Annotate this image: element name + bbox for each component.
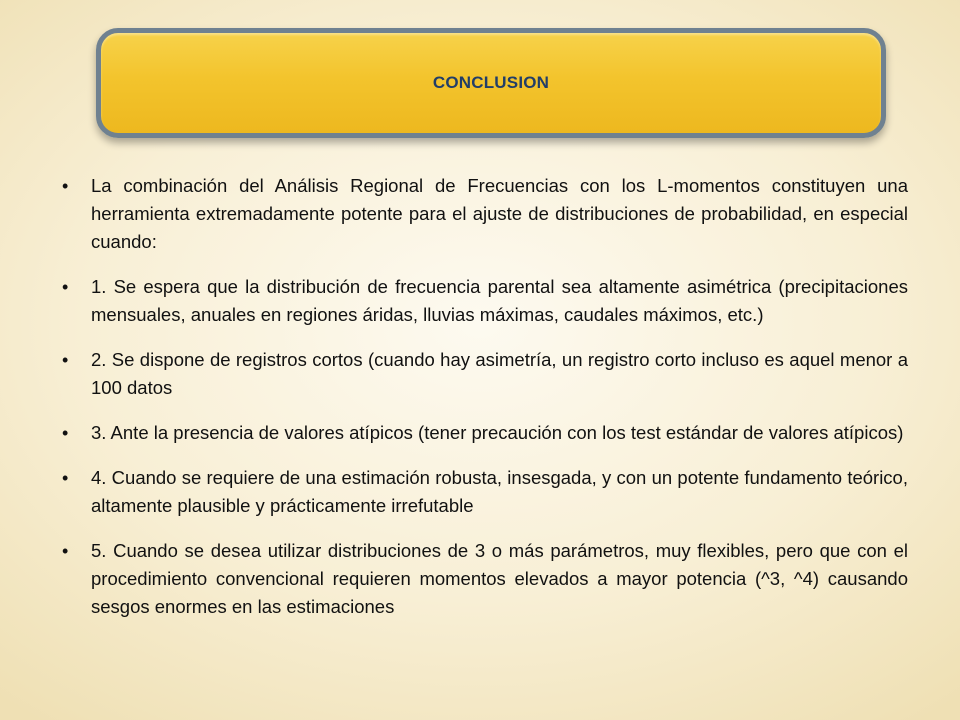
bullet-text: 5. Cuando se desea utilizar distribuciones de 3 o más parámetros, muy flexibles, pero que con el procedimiento convencional requieren momentos elevados a mayor potencia (^3, ^4) causando sesgos enormes en las estimaciones bbox=[91, 540, 908, 617]
bullet-icon: • bbox=[62, 277, 69, 297]
bullet-icon: • bbox=[62, 468, 69, 488]
bullet-text: 1. Se espera que la distribución de frecuencia parental sea altamente asimétrica (precipitaciones mensuales, anuales en regiones áridas, lluvias máximas, caudales máximos, etc.) bbox=[91, 276, 908, 325]
bullet-text: La combinación del Análisis Regional de Frecuencias con los L-momentos constituyen una herramienta extremadamente potente para el ajuste de distribuciones de probabilidad, en especial cuando: bbox=[91, 175, 908, 252]
bullet-icon: • bbox=[62, 176, 69, 196]
bullet-list bbox=[62, 172, 908, 638]
bullet-text: 4. Cuando se requiere de una estimación robusta, insesgada, y con un potente fundamento teórico, altamente plausible y prácticamente irrefutable bbox=[91, 467, 908, 516]
title-banner bbox=[96, 28, 886, 138]
bullet-icon: • bbox=[62, 350, 69, 370]
bullet-item-3 bbox=[62, 419, 908, 447]
bullet-text: 2. Se dispone de registros cortos (cuando hay asimetría, un registro corto incluso es aquel menor a 100 datos bbox=[91, 349, 908, 398]
slide-title: CONCLUSION bbox=[432, 73, 550, 92]
bullet-text: 3. Ante la presencia de valores atípicos (tener precaución con los test estándar de valores atípicos) bbox=[91, 422, 904, 443]
bullet-item-1 bbox=[62, 273, 908, 329]
bullet-item-2 bbox=[62, 346, 908, 402]
bullet-item-intro bbox=[62, 172, 908, 256]
bullet-item-5 bbox=[62, 537, 908, 621]
bullet-icon: • bbox=[62, 541, 69, 561]
bullet-item-4 bbox=[62, 464, 908, 520]
bullet-icon: • bbox=[62, 423, 69, 443]
